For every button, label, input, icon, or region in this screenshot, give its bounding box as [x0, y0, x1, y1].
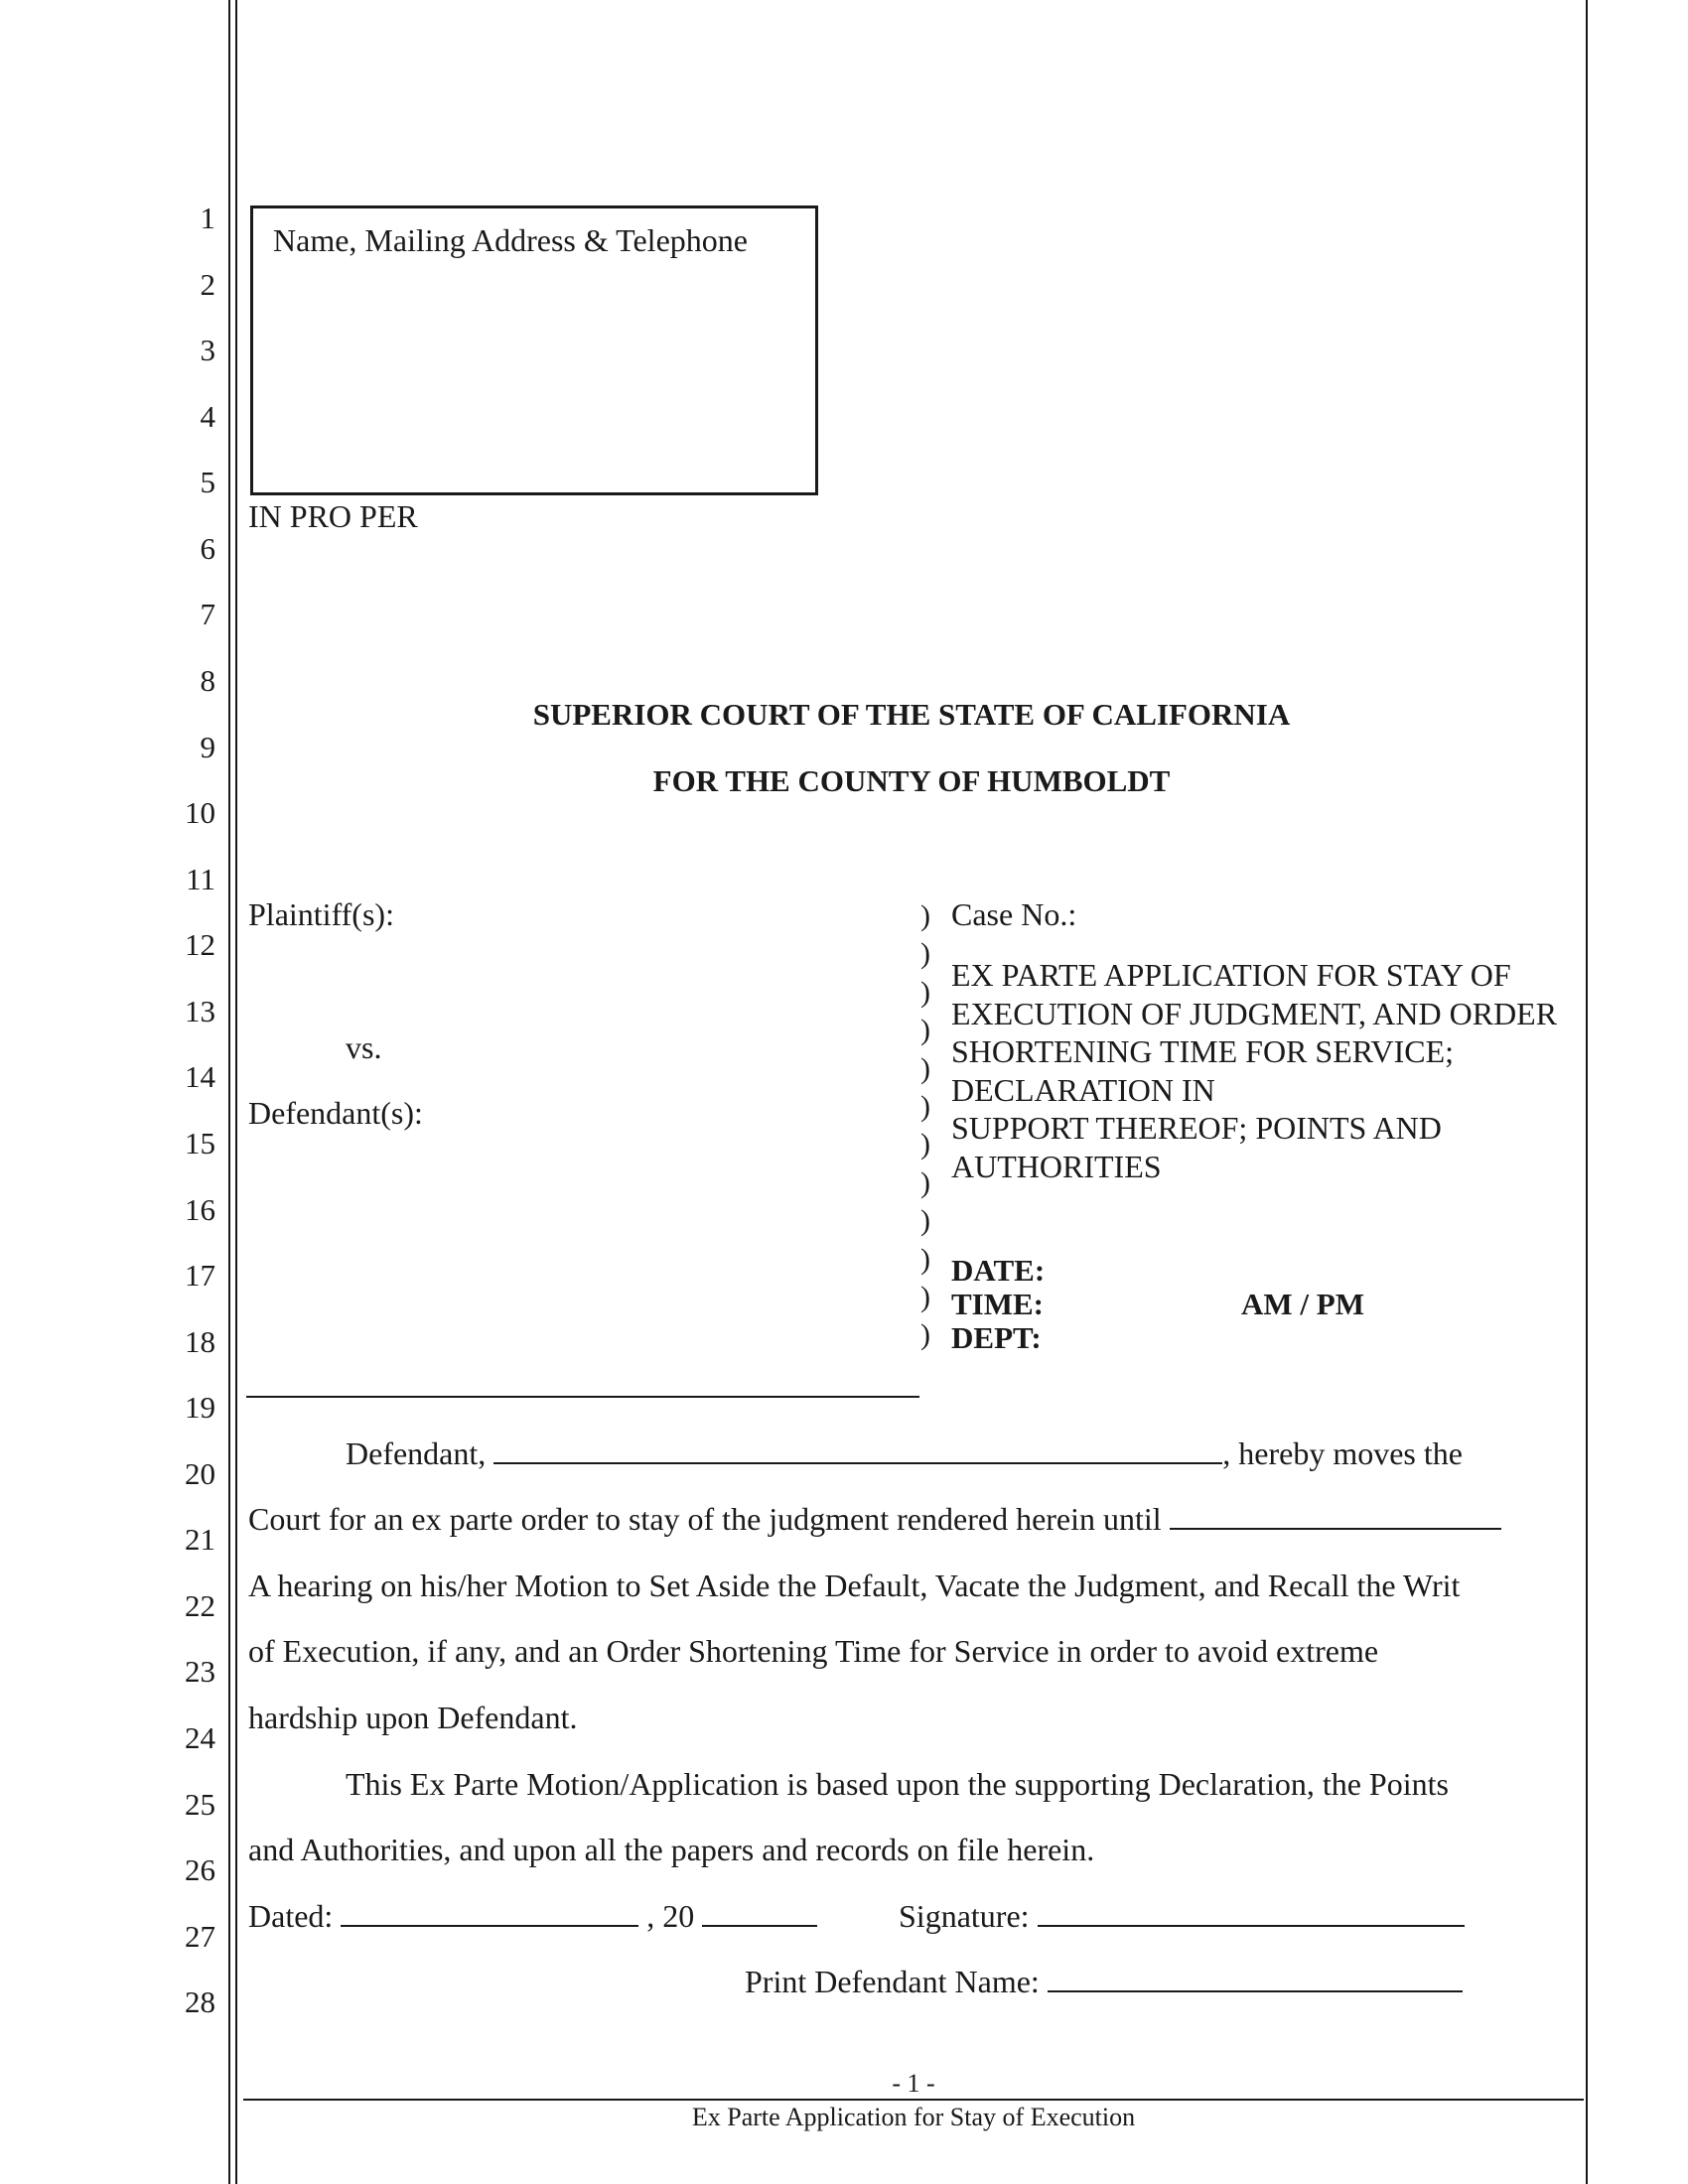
- document-title-line-4: DECLARATION IN: [951, 1072, 1215, 1108]
- caption-paren: ): [920, 976, 930, 1009]
- motion-text-until: Court for an ex parte order to stay of the judgment rendered herein until: [248, 1501, 1162, 1537]
- line-number-2: 2: [200, 267, 215, 302]
- case-number-label: Case No.:: [951, 896, 1077, 932]
- document-title-line-5: SUPPORT THEREOF; POINTS AND: [951, 1110, 1442, 1146]
- address-box-label: Name, Mailing Address & Telephone: [273, 222, 748, 258]
- motion-paragraph-line-2: [248, 1501, 1501, 1537]
- caption-paren: ): [920, 1014, 930, 1046]
- hearing-dept-label: DEPT:: [951, 1320, 1042, 1355]
- line-number-4: 4: [200, 399, 215, 434]
- line-number-22: 22: [185, 1588, 215, 1623]
- year-blank[interactable]: [702, 1899, 817, 1927]
- versus-label: vs.: [346, 1029, 382, 1065]
- plaintiffs-label: Plaintiff(s):: [248, 896, 394, 932]
- left-margin-rule-outer: [228, 0, 230, 2184]
- line-number-13: 13: [185, 994, 215, 1028]
- line-number-21: 21: [185, 1522, 215, 1557]
- right-margin-rule: [1586, 0, 1588, 2184]
- line-number-27: 27: [185, 1919, 215, 1954]
- line-number-14: 14: [185, 1059, 215, 1094]
- year-prefix: , 20: [646, 1898, 695, 1934]
- hearing-date-label: DATE:: [951, 1253, 1046, 1288]
- line-number-8: 8: [200, 663, 215, 698]
- line-number-12: 12: [185, 927, 215, 962]
- line-number-7: 7: [200, 597, 215, 631]
- defendant-word: Defendant,: [346, 1435, 487, 1471]
- caption-paren: ): [920, 937, 930, 970]
- caption-paren: ): [920, 1243, 930, 1276]
- caption-paren: ): [920, 1166, 930, 1199]
- print-name-blank[interactable]: [1048, 1965, 1463, 1992]
- line-number-1: 1: [200, 201, 215, 235]
- am-pm-label: AM / PM: [1241, 1287, 1364, 1321]
- court-title-line-1: SUPERIOR COURT OF THE STATE OF CALIFORNIA: [532, 697, 1291, 732]
- caption-paren: ): [920, 1128, 930, 1160]
- hearing-time-label: TIME:: [951, 1287, 1044, 1321]
- document-title-line-6: AUTHORITIES: [951, 1149, 1162, 1184]
- signature-label: Signature:: [899, 1898, 1030, 1934]
- print-name-line: [745, 1964, 1463, 1999]
- motion-paragraph-line-3: A hearing on his/her Motion to Set Aside the Default, Vacate the Judgment, and Recall the Writ: [248, 1568, 1461, 1603]
- line-number-20: 20: [185, 1456, 215, 1491]
- basis-paragraph-line-1: This Ex Parte Motion/Application is based upon the supporting Declaration, the Points: [346, 1766, 1449, 1802]
- print-name-label: Print Defendant Name:: [745, 1964, 1040, 1999]
- hereby-moves-text: , hereby moves the: [1222, 1435, 1463, 1471]
- caption-paren: ): [920, 1281, 930, 1313]
- document-title-line-2: EXECUTION OF JUDGMENT, AND ORDER: [951, 996, 1558, 1031]
- line-number-11: 11: [186, 862, 215, 896]
- line-number-9: 9: [200, 730, 215, 764]
- line-number-3: 3: [200, 333, 215, 367]
- signature-line: [899, 1898, 1465, 1934]
- footer-rule: [243, 2099, 1584, 2101]
- in-pro-per: IN PRO PER: [248, 498, 418, 534]
- court-title-line-2: FOR THE COUNTY OF HUMBOLDT: [652, 763, 1171, 798]
- signature-blank[interactable]: [1038, 1899, 1465, 1927]
- line-number-15: 15: [185, 1126, 215, 1160]
- caption-paren: ): [920, 899, 930, 932]
- basis-paragraph-line-2: and Authorities, and upon all the papers and records on file herein.: [248, 1832, 1095, 1867]
- document-title-line-3: SHORTENING TIME FOR SERVICE;: [951, 1033, 1455, 1069]
- stay-until-date-blank[interactable]: [1170, 1502, 1501, 1530]
- caption-paren: ): [920, 1318, 930, 1351]
- defendant-name-blank[interactable]: [493, 1436, 1222, 1464]
- motion-paragraph-line-5: hardship upon Defendant.: [248, 1700, 578, 1735]
- caption-bottom-rule: [246, 1396, 919, 1398]
- address-box[interactable]: [250, 205, 818, 495]
- footer-title: Ex Parte Application for Stay of Execution: [691, 2103, 1136, 2131]
- defendants-label: Defendant(s):: [248, 1095, 423, 1131]
- document-title-line-1: EX PARTE APPLICATION FOR STAY OF: [951, 957, 1511, 993]
- line-number-19: 19: [185, 1390, 215, 1425]
- motion-paragraph-line-4: of Execution, if any, and an Order Shortening Time for Service in order to avoid extreme: [248, 1633, 1379, 1669]
- line-number-23: 23: [185, 1654, 215, 1689]
- caption-paren: ): [920, 1090, 930, 1123]
- line-number-10: 10: [185, 795, 215, 830]
- dated-label: Dated:: [248, 1898, 334, 1934]
- dated-blank[interactable]: [341, 1899, 638, 1927]
- left-margin-rule-inner: [235, 0, 237, 2184]
- line-number-16: 16: [185, 1192, 215, 1227]
- line-number-18: 18: [185, 1324, 215, 1359]
- caption-paren: ): [920, 1052, 930, 1085]
- line-number-6: 6: [200, 531, 215, 566]
- dated-line: [248, 1898, 817, 1934]
- caption-paren: ): [920, 1204, 930, 1237]
- line-number-24: 24: [185, 1720, 215, 1755]
- line-number-28: 28: [185, 1984, 215, 2019]
- line-number-25: 25: [185, 1787, 215, 1822]
- line-number-5: 5: [200, 465, 215, 499]
- line-number-17: 17: [185, 1258, 215, 1293]
- page-number: - 1 -: [892, 2069, 935, 2098]
- motion-paragraph-line-1: [346, 1435, 1463, 1471]
- line-number-26: 26: [185, 1852, 215, 1887]
